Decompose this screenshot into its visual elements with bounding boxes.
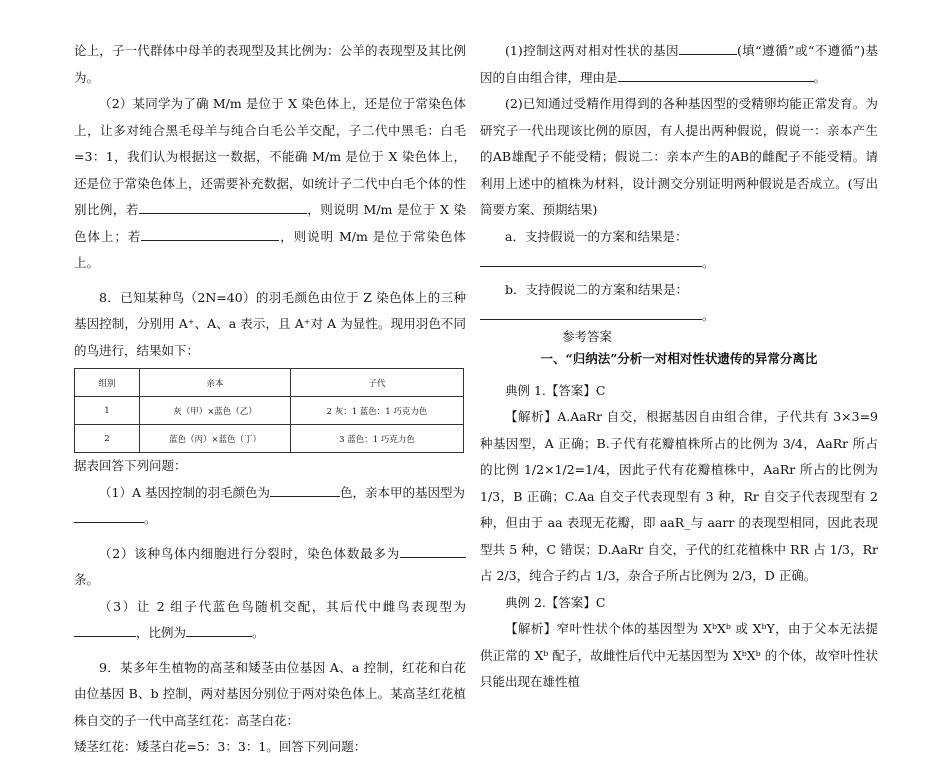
table-header: 亲本 bbox=[140, 369, 291, 397]
hypothesis-a-answer bbox=[480, 250, 878, 277]
table-cell: 灰（甲）×蓝色（乙） bbox=[140, 397, 291, 425]
answer-blank[interactable] bbox=[186, 622, 252, 637]
right-column bbox=[480, 38, 878, 696]
table-row bbox=[75, 425, 464, 453]
answer-blank[interactable] bbox=[74, 622, 136, 637]
table-cell: 2 bbox=[75, 425, 140, 453]
q8-1-text-b: 色，亲本甲的基因型为 bbox=[339, 484, 465, 500]
question-9-2: (2)已知通过受精作用得到的各种基因型的受精卵均能正常发育。为研究子一代出现该比例的原因，有人提出两种假说，假说一：亲本产生的AB雄配子不能受精；假说二：亲本产生的AB的雌配子不能受精。请利用上述中的植株为材料，设计测交分别证明两种假说是否成立。(写出简要方案、预期结果) bbox=[480, 96, 878, 217]
example-2-answer: 典例 2.【答案】C bbox=[505, 594, 606, 610]
hypothesis-a-label: a．支持假说一的方案和结果是： bbox=[505, 228, 688, 244]
period: 。 bbox=[702, 308, 715, 323]
q8-2-text-a: （2）该种鸟体内细胞进行分裂时，染色体数最多为 bbox=[99, 545, 400, 561]
answer-blank[interactable] bbox=[74, 508, 144, 523]
question-9 bbox=[74, 655, 466, 761]
q2-text-c: ，则说明 M/m 是位于常染色体上。 bbox=[74, 228, 466, 270]
example-1-explanation: 【解析】A.AaRr 自交，根据基因自由组合律，子代共有 3×3=9 种基因型，A 正确；B.子代有花瓣植株所占的比例为 3/4，AaRr 所占的比例 1/2×1/2=1/4，因此子代有花瓣植株中，AaRr 所占的比例为 1/3，B 正确；C.Aa 自交子代表现型有 3 种，Rr 自交子代表现型有 2 种，但由于 aa 表现无花瓣，即 aaR_与 aarr 的表现型相同，因此表现型共 5 种，C 错误；D.AaRr 自交，子代的红花植株中 RR 占 1/3，Rr 占 2/3，纯合子约占 1/3，杂合子所占比例为 2/3，D 正确。 bbox=[480, 409, 878, 583]
q8-3-text-a: （3）让 2 组子代蓝色鸟随机交配，其后代中雌鸟表现型为 bbox=[99, 598, 466, 614]
answer-title: 参考答案 bbox=[562, 328, 613, 344]
q8-1-text-c: 。 bbox=[144, 511, 157, 526]
genotype-table bbox=[74, 368, 464, 453]
question-8-2 bbox=[74, 541, 466, 594]
answer-blank[interactable] bbox=[480, 305, 702, 320]
question-7-2 bbox=[74, 91, 466, 277]
table-cell: 3 蓝色：1 巧克力色 bbox=[291, 425, 464, 453]
r1-text-a: (1)控制这两对相对性状的基因 bbox=[505, 43, 679, 58]
answer-blank[interactable] bbox=[618, 67, 814, 82]
answer-blank[interactable] bbox=[400, 543, 466, 558]
q2-text-b: ，则说明 M/m 是位于 X 染色体上；若 bbox=[74, 202, 466, 244]
table-header: 子代 bbox=[291, 369, 464, 397]
answer-blank[interactable] bbox=[141, 226, 279, 241]
table-row bbox=[75, 397, 464, 425]
question-8-1 bbox=[74, 480, 466, 533]
table-cell: 蓝色（丙）×蓝色（丁） bbox=[140, 425, 291, 453]
question-8-3 bbox=[74, 594, 466, 647]
r1-text-b: (填“遵循”或“不遵循”)基因的自由组合律，理由是 bbox=[480, 43, 878, 85]
left-column bbox=[74, 38, 466, 761]
section-title: 一、“归纳法”分析一对相对性状遗传的异常分离比 bbox=[540, 350, 818, 366]
question-8-intro: 8．已知某种鸟（2N=40）的羽毛颜色由位于 Z 染色体上的三种基因控制，分别用 A⁺、A、a 表示，且 A⁺对 A 为显性。现用羽色不同的鸟进行，结果如下： bbox=[74, 289, 466, 358]
answer-blank[interactable] bbox=[270, 482, 340, 497]
table-cell: 2 灰：1 蓝色：1 巧克力色 bbox=[291, 397, 464, 425]
q8-3-text-b: ，比例为 bbox=[136, 625, 187, 640]
question-9-1 bbox=[480, 38, 878, 91]
q2-text-a: （2）某同学为了确 M/m 是位于 X 染色体上，还是位于常染色体上，让多对纯合黑毛母羊与纯合白毛公羊交配，子二代中黑毛：白毛=3：1，我们认为根据这一数据，不能确 M/m 是位于 X 染色体上，还是位于常染色体上，还需要补充数据，如统计子二代中白毛个体的性别比例，若 bbox=[74, 96, 466, 217]
answer-blank[interactable] bbox=[139, 199, 307, 214]
r1-text-c: 。 bbox=[813, 69, 827, 85]
table-cell: 1 bbox=[75, 397, 140, 425]
answer-blank[interactable] bbox=[679, 40, 737, 55]
line-intro: 论上，子一代群体中母羊的表现型及其比例为：公羊的表现型及其比例为。 bbox=[74, 43, 466, 85]
table-header: 组别 bbox=[75, 369, 140, 397]
q8-2-text-b: 条。 bbox=[74, 572, 100, 587]
q8-1-text-a: （1）A 基因控制的羽毛颜色为 bbox=[99, 484, 270, 500]
q9-text-a: 9．某多年生植物的高茎和矮茎由位基因 A、a 控制，红花和白花由位基因 B、b 控制，两对基因分别位于两对染色体上。某高茎红花植株自交的子一代中高茎红花：高茎白花： bbox=[74, 659, 466, 728]
q8-3-text-c: 。 bbox=[252, 625, 265, 640]
q9-text-b: 矮茎红花：矮茎白花=5：3：3：1。回答下列问题： bbox=[74, 739, 367, 754]
period: 。 bbox=[702, 255, 715, 270]
example-1-answer: 典例 1.【答案】C bbox=[505, 382, 606, 398]
table-instruction: 据表回答下列问题： bbox=[74, 458, 187, 473]
hypothesis-b-label: b．支持假说二的方案和结果是： bbox=[505, 281, 689, 297]
answer-blank[interactable] bbox=[480, 252, 702, 267]
example-2-explanation: 【解析】窄叶性状个体的基因型为 XᵇXᵇ 或 XᵇY，由于父本无法提供正常的 Xᵇ 配子，故雌性后代中无基因型为 XᵇXᵇ 的个体，故窄叶性状只能出现在雄性植 bbox=[480, 621, 878, 689]
